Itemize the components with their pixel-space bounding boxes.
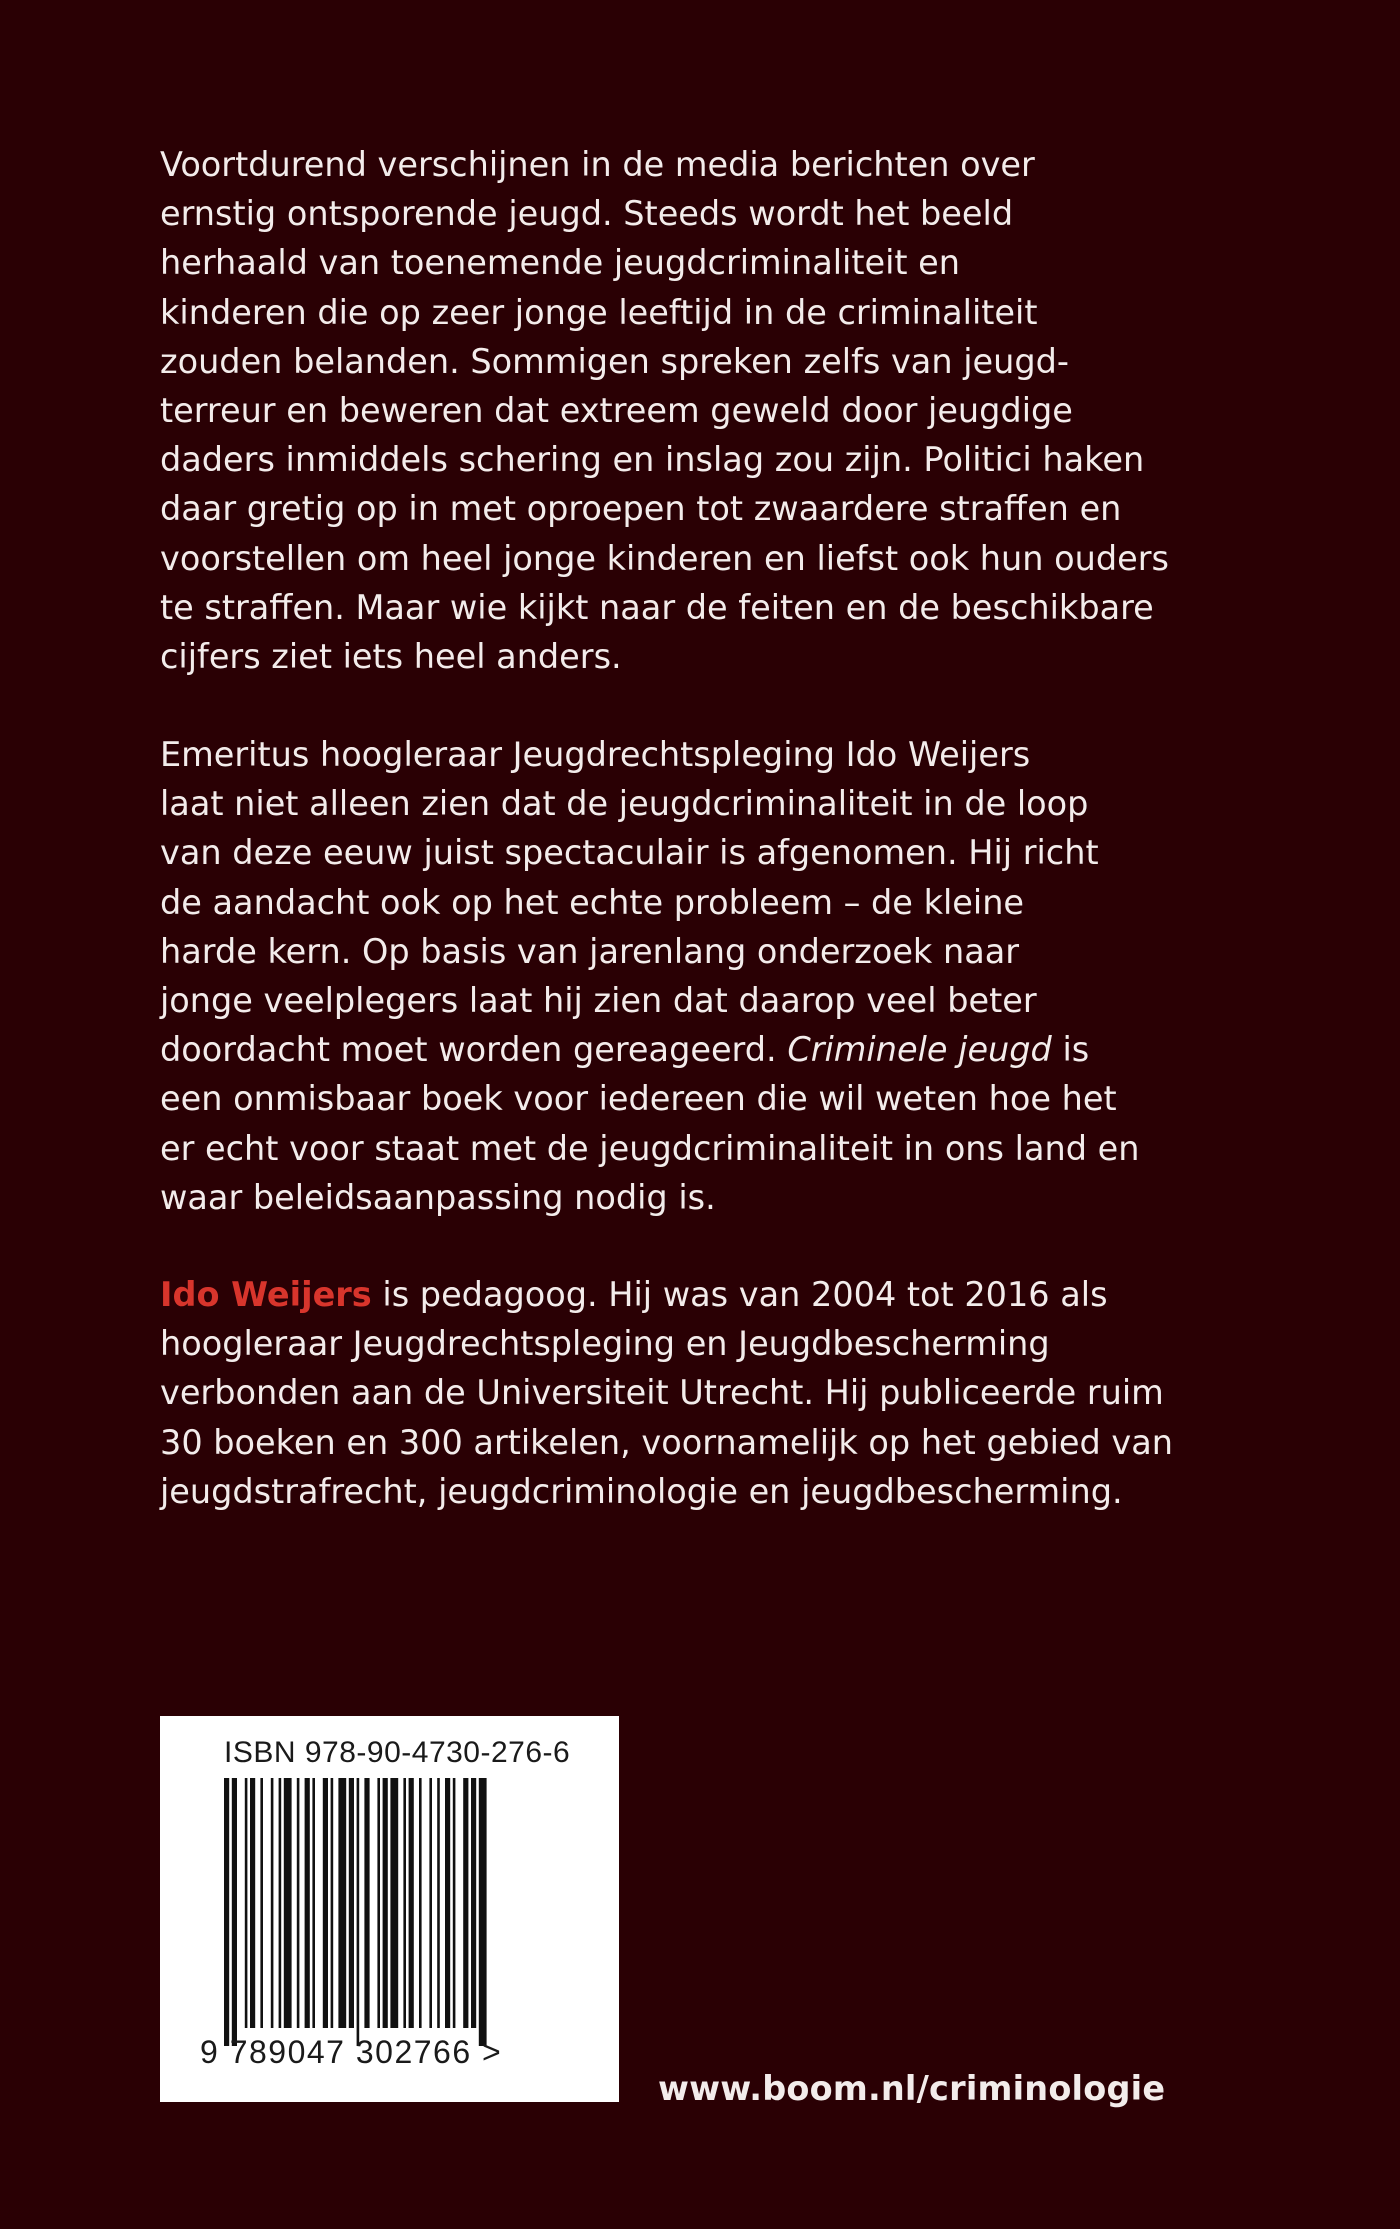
- barcode-bar: [271, 1778, 274, 2028]
- barcode-bar: [377, 1778, 380, 2028]
- barcode-bar: [284, 1778, 292, 2028]
- author-name: Ido Weijers: [160, 1275, 372, 1314]
- barcode-bar: [403, 1778, 406, 2028]
- text-line: de aandacht ook op het echte probleem – de kleine: [160, 882, 1025, 922]
- text-line: daar gretig op in met oproepen tot zwaardere straffen en: [160, 489, 1122, 529]
- text-line: verbonden aan de Universiteit Utrecht. Hij publiceerde ruim: [160, 1373, 1164, 1413]
- text-line: te straffen. Maar wie kijkt naar de feiten en de beschikbare: [160, 587, 1154, 627]
- book-title: Criminele jeugd: [787, 1030, 1052, 1070]
- barcode-bar: [305, 1778, 310, 2028]
- barcode-bar: [463, 1778, 468, 2028]
- text-line: kinderen die op zeer jonge leeftijd in de criminaliteit: [160, 292, 1038, 332]
- isbn-barcode-box: [160, 1716, 619, 2102]
- blurb-paragraph-1: [160, 140, 1260, 681]
- barcode-digits: 9 789047 302766 >: [200, 2034, 503, 2070]
- barcode-bar: [364, 1778, 369, 2028]
- barcode-bar: [419, 1778, 422, 2028]
- blurb-paragraph-2: [160, 730, 1260, 1222]
- text-line: een onmisbaar boek voor iedereen die wil weten hoe het: [160, 1079, 1117, 1119]
- isbn-label: ISBN 978-90-4730-276-6: [224, 1736, 571, 1769]
- author-bio: [160, 1270, 1260, 1516]
- text-line: jonge veelplegers laat hij zien dat daarop veel beter: [160, 981, 1037, 1021]
- text-line: van deze eeuw juist spectaculair is afgenomen. Hij richt: [160, 833, 1099, 873]
- text-line: herhaald van toenemende jeugdcriminaliteit en: [160, 243, 961, 283]
- text-line: hoogleraar Jeugdrechtspleging en Jeugdbescherming: [160, 1324, 1050, 1364]
- text-line: Emeritus hoogleraar Jeugdrechtspleging Ido Weijers: [160, 735, 1031, 774]
- text-line: cijfers ziet iets heel anders.: [160, 637, 622, 677]
- text-line: waar beleidsaanpassing nodig is.: [160, 1177, 716, 1217]
- text-fragment: doordacht moet worden gereageerd.: [160, 1030, 788, 1070]
- barcode-bar: [453, 1778, 456, 2028]
- barcode-bar: [312, 1778, 315, 2028]
- barcode-bar: [331, 1778, 334, 2028]
- barcode-bar: [232, 1778, 237, 2046]
- text-line: [160, 1025, 1260, 1074]
- text-line: voorstellen om heel jonge kinderen en liefst ook hun ouders: [160, 538, 1169, 578]
- barcode-bar: [338, 1778, 346, 2028]
- barcode-bar: [390, 1778, 398, 2028]
- barcode-bar: [471, 1778, 476, 2028]
- text-line: er echt voor staat met de jeugdcriminaliteit in ons land en: [160, 1128, 1140, 1168]
- barcode-bar: [383, 1778, 388, 2028]
- text-line: jeugdstrafrecht, jeugdcriminologie en jeugdbescherming.: [160, 1471, 1123, 1511]
- barcode-bar: [279, 1778, 282, 2028]
- barcode-bar: [445, 1778, 450, 2028]
- barcode-bar: [245, 1778, 248, 2028]
- barcode-bar: [250, 1778, 255, 2028]
- text-line: 30 boeken en 300 artikelen, voornamelijk op het gebied van: [160, 1422, 1173, 1462]
- barcode-bar: [409, 1778, 414, 2028]
- barcode-bar: [357, 1778, 360, 2046]
- text-line: zouden belanden. Sommigen spreken zelfs van jeugd-: [160, 341, 1069, 381]
- barcode-bar: [260, 1778, 263, 2028]
- barcode-image: [220, 1778, 560, 2046]
- barcode-bar: [429, 1778, 432, 2028]
- publisher-website: www.boom.nl/criminologie: [658, 2069, 1166, 2108]
- text-line: ernstig ontsporende jeugd. Steeds wordt het beeld: [160, 194, 1014, 234]
- text-line: daders inmiddels schering en inslag zou zijn. Politici haken: [160, 440, 1145, 480]
- text-line: terreur en beweren dat extreem geweld door jeugdige: [160, 391, 1073, 431]
- text-line: harde kern. Op basis van jarenlang onderzoek naar: [160, 931, 1020, 971]
- barcode-bar: [297, 1778, 300, 2028]
- barcode-bar: [224, 1778, 229, 2046]
- text-line: laat niet alleen zien dat de jeugdcriminaliteit in de loop: [160, 784, 1089, 824]
- text-line: [160, 1270, 1260, 1319]
- barcode-bar: [323, 1778, 328, 2028]
- barcode-bar: [349, 1778, 354, 2028]
- text-fragment: is pedagoog. Hij was van 2004 tot 2016 als: [371, 1275, 1108, 1314]
- text-fragment: is: [1051, 1030, 1090, 1070]
- text-line: Voortdurend verschijnen in de media berichten over: [160, 145, 1035, 184]
- barcode-bar: [437, 1778, 440, 2028]
- barcode-bar: [479, 1778, 487, 2046]
